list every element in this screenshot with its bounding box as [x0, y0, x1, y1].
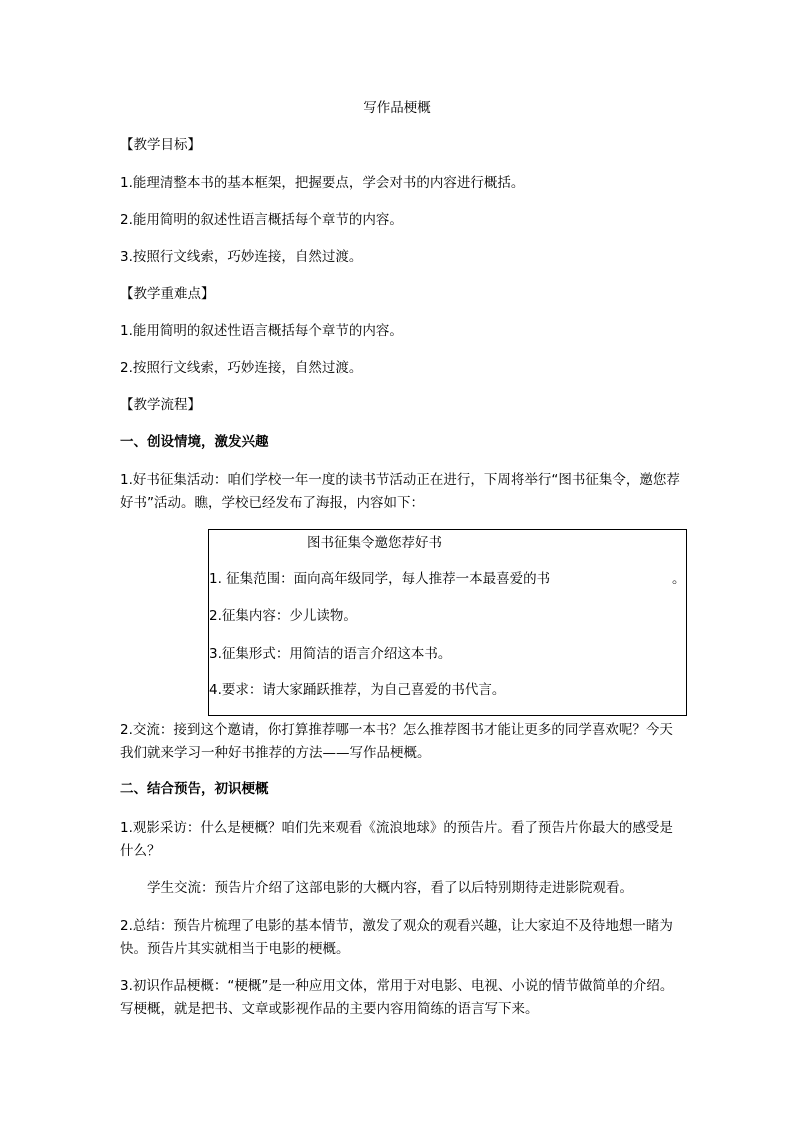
objectives-heading: 【教学目标】 [120, 137, 201, 153]
objective-item: 1.能理清整本书的基本框架，把握要点，学会对书的内容进行概括。 [120, 175, 525, 191]
process-heading: 【教学流程】 [120, 397, 201, 413]
poster-item: 3.征集形式：用简洁的语言介绍这本书。 [209, 646, 452, 662]
part1-paragraph-2: 2.交流：接到这个邀请，你打算推荐哪一本书？怎么推荐图书才能让更多的同学喜欢呢？今天我们就来学习一种好书推荐的方法——写作品梗概。 [120, 722, 673, 761]
document-title: 写作品梗概 [363, 100, 431, 116]
poster-title: 图书征集令邀您荐好书 [307, 535, 442, 551]
key-point-item: 2.按照行文线索，巧妙连接，自然过渡。 [120, 360, 363, 376]
key-point-item: 1.能用简明的叙述性语言概括每个章节的内容。 [120, 323, 403, 339]
poster-box [208, 529, 687, 716]
key-points-heading: 【教学重难点】 [120, 286, 215, 302]
poster-item: 4.要求：请大家踊跃推荐，为自己喜爱的书代言。 [209, 682, 506, 698]
objective-item: 3.按照行文线索，巧妙连接，自然过渡。 [120, 249, 363, 265]
part2-heading: 二、结合预告，初识梗概 [120, 781, 269, 797]
poster-item: 1. 征集范围：面向高年级同学，每人推荐一本最喜爱的书 [209, 571, 551, 587]
part1-paragraph-1: 1.好书征集活动：咱们学校一年一度的读书节活动正在进行，下周将举行“图书征集令，邀您荐好书”活动。瞧，学校已经发布了海报，内容如下： [120, 472, 680, 511]
objective-item: 2.能用简明的叙述性语言概括每个章节的内容。 [120, 212, 403, 228]
poster-item-tail: 。 [672, 571, 686, 587]
part2-paragraph-3: 3.初识作品梗概：“梗概”是一种应用文体，常用于对电影、电视、小说的情节做简单的介绍。写梗概，就是把书、文章或影视作品的主要内容用简练的语言写下来。 [120, 978, 674, 1017]
part1-heading: 一、创设情境，激发兴趣 [120, 434, 269, 450]
part2-paragraph-2: 2.总结：预告片梳理了电影的基本情节，激发了观众的观看兴趣，让大家迫不及待地想一睹为快。预告片其实就相当于电影的梗概。 [120, 918, 673, 957]
part2-paragraph-1b: 学生交流：预告片介绍了这部电影的大概内容，看了以后特别期待走进影院观看。 [147, 880, 633, 896]
poster-item: 2.征集内容：少儿读物。 [209, 608, 357, 624]
part2-paragraph-1: 1.观影采访：什么是梗概？咱们先来观看《流浪地球》的预告片。看了预告片你最大的感受是什么？ [120, 820, 673, 859]
